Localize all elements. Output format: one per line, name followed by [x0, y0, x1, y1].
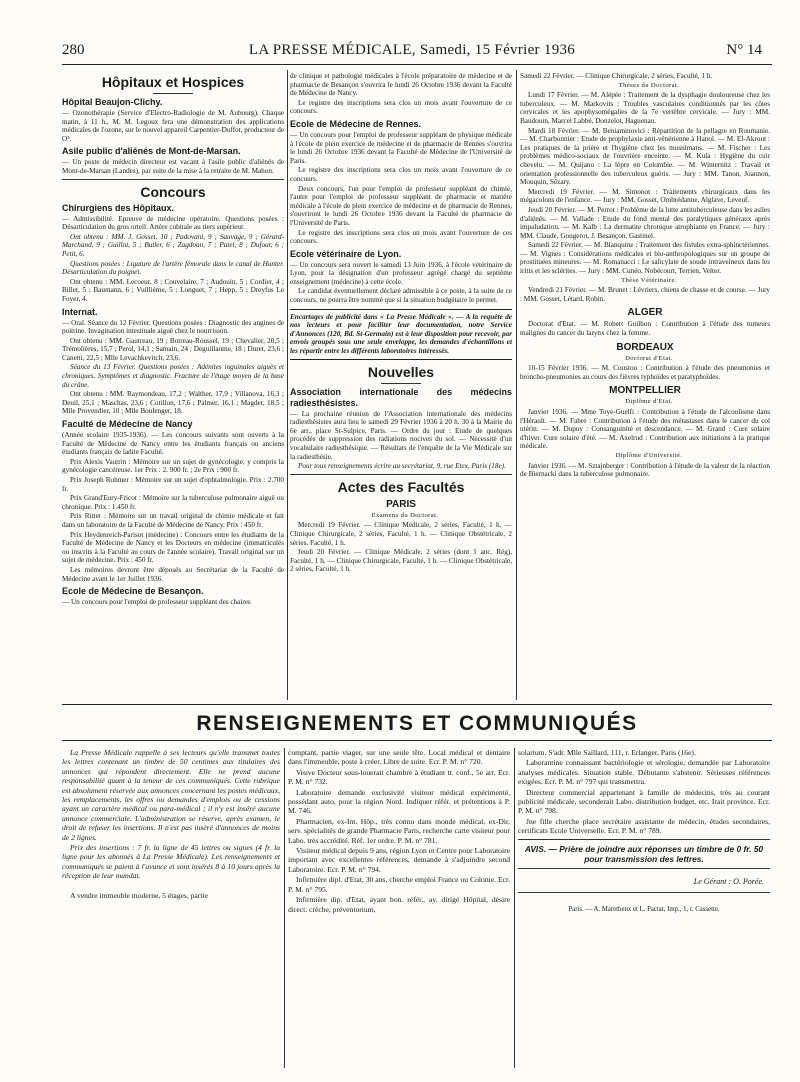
besancon-title: Ecole de Médecine de Besançon. [62, 586, 204, 597]
bottom-column-1 [62, 748, 280, 901]
nancy-prix-3: Prix Grand'Eury-Fricot : Mémoire sur la tuberculose pulmonaire aiguë ou chronique. Prix : 1.450 fr. [62, 494, 284, 511]
issue-number: N° 14 [726, 42, 762, 58]
ad-viager: comptant, partie viager, sur une seule tête. Local médical et dentaire dans l'immeuble, poste à créer. Libre de suite. Ecr. P. M. n° 720. [288, 748, 510, 767]
chirurgiens-title: Chirurgiens des Hôpitaux. [62, 202, 175, 213]
nancy-prix-1: Prix Alexis Vautrin : Mémoire sur un sujet de gynécologie, y compris la gynécologie cancéreuse. 1er Prix : 2. 900 fr. ; 2e Prix : 900 fr. [62, 457, 284, 475]
ad-pharmacien: Pharmacien, ex-Int. Hôp., très connu dans monde médical, ex-Dir. serv. spécialités de grande Pharmacie Paris, recherche carte visiteur pour Labo. très accrédité. Réf. 1er ordre. P. M. n° 781. [288, 816, 510, 845]
nancy-prix-5: Prix Heydenreich-Parisot (médecine) : Concours entre les étudiants de la Faculté de Médecine de Nancy et les Docteurs en médecine (immatriculés ou inscrits à la Faculté au cours de l'année scolaire). Travail original sur un sujet de médecine. Prix : 450 fr. [62, 530, 284, 565]
ad-jeune-fille: Jne fille cherche place secrétaire assistante de médecin, études secondaires, certificats Ecole Universelle. Ecr. P. M. n° 789. [518, 816, 770, 836]
mont-text: — Un poste de médecin directeur est vacant à l'asile public d'aliénés de Mont-de-Marsan (Landes), par suite de la mise à la retraite de M. Mahon. [62, 158, 284, 175]
these-veterinaire-subheading: Thèse Vétérinaire. [621, 276, 677, 284]
association-text: — La prochaine réunion de l'Association internationale des médecins radiesthésistes aura lieu le samedi 29 Février 1936 à 20 h. 30 à la Mairie du 6e arr., place St-Sulpice, Paris. — Ordre du jour : Etude de quelques procédés de suppression des radiations nocives du sol. — Nécessité d'un vocabulaire radiesthésique. — Résultats de l'enquête de la Vie Médicale sur la radiesthésie. [290, 409, 512, 461]
internat-obtenu-2: Ont obtenu : MM. Raymondeau, 17,2 ; Walther, 17,9 ; Villanova, 16,3 ; Deuil, 25,1 ; Maschas, 23,6 ; Cotillon, 17,6 ; Palmer, 16,1 ; Magder, 18,5 ; Mlle Provendier, 10 ; Mlle Boulenger, 18. [62, 390, 284, 416]
alger-heading: ALGER [627, 307, 663, 319]
bordeaux-heading: BORDEAUX [616, 341, 674, 353]
divider [62, 179, 284, 180]
nancy-text: (Année scolaire 1935-1936). — Les concours suivants sont ouverts à la Faculté de Médecine de Nancy entre les étudiants français ou anciens étudiants français de ladite Faculté. [62, 431, 284, 457]
examens-mercredi: Mercredi 19 Février. — Clinique Médicale, 2 séries, Faculté, 1 h. — Clinique Chirurgicale, 2 séries, Faculté, 1 h. — Clinique Obstétricale, 2 séries, Faculté, 1 h. [290, 521, 512, 547]
actes-heading: Actes des Facultés [337, 478, 465, 495]
concours-heading: Concours [140, 183, 206, 200]
banner-rule-bottom [62, 740, 772, 741]
nouvelles-heading: Nouvelles [367, 363, 435, 380]
chirurgiens-obtenu-1: Ont obtenu : MM. J. Gosset, 10 ; Padovani, 9 ; Sauvage, 9 ; Gérard-Marchand, 9 ; Guillot, 5 ; Butler, 6 ; Zagdoun, 7 ; Patel, 8 ; Dufour, 6 ; Petit, 6. [62, 232, 284, 258]
chirurgiens-text: — Admissibilité. Epreuve de médecine opératoire. Questions posées : Désarticulation du gros orteil. Artère cubitale au tiers supérieur. [62, 214, 284, 232]
column-3 [520, 72, 770, 480]
nancy-title: Faculté de Médecine de Nancy [62, 419, 193, 430]
bordeaux-text: 10-15 Février 1936. — M. Coustou : Contribution à l'étude des pneumonies et broncho-pneumonies au cours des fièvres typhoïdes et paratyphoïdes. [520, 364, 770, 381]
rennes-text: — Un concours pour l'emploi de professeur suppléant de physique médicale à l'école de plein exercice de médecine et de pharmacie de Rennes s'ouvrira le lundi 26 Octobre 1936 devant la Faculté de Médecine de l'Université de Paris. [290, 130, 512, 165]
bordeaux-subheading: Doctorat d'Etat. [625, 354, 673, 362]
bottom-column-2 [288, 748, 510, 915]
montpellier-text-2: Janvier 1936. — M. Sztajnberger : Contribution à l'étude de la valeur de la réaction de Biernacki dans la tuberculose pulmonaire. [520, 461, 770, 479]
ad-infirmiere-1: Infirmière dipl. d'Etat, 30 ans, cherche emploi France ou Colonie. Ecr. P. M. n° 795. [288, 875, 510, 894]
theses-mercredi: Mercredi 19 Février. — M. Simonot : Traitements chirurgicaux dans les mégacolons de l'enfance. — Jury : MM. Gosset, Ombrédanne, Alglave, Leveuf. [520, 187, 770, 205]
these-veterinaire-vendredi: Vendredi 21 Février. — M. Brunet : Lévriers, chiens de chasse et de course. — Jury : MM. Gosset, Létard, Robin. [520, 286, 770, 303]
ad-directeur-commercial: Directeur commercial appartenant à famille de médecins, très au courant publicité médicale, seconderait Labo. distribution budget, etc. Irait province. Ecr. P. M. n° 798. [518, 787, 770, 816]
masthead-title: LA PRESSE MÉDICALE, Samedi, 15 Février 1936 [248, 42, 576, 58]
paris-heading: PARIS [386, 498, 416, 510]
nancy-prix-6: Les mémoires devront être déposés au Secrétariat de la Faculté de Médecine avant le 1er Juillet 1936. [62, 565, 284, 583]
column-divider [514, 748, 515, 1068]
internat-text: — Oral. Séance du 12 Février. Questions posées : Diagnostic des angines de poitrine. Invagination intestinale aiguë chez le nourrisson. [62, 318, 284, 336]
examens-samedi: Samedi 22 Février. — Clinique Chirurgicale, 2 séries, Faculté, 1 h. [520, 72, 713, 80]
page-number: 280 [62, 42, 85, 58]
nancy-prix-2: Prix Joseph Rohmer : Mémoire sur un sujet d'ophtalmologie. Prix : 2.700 fr. [62, 476, 284, 493]
imprimeur-line: Paris. — A. Maretheux et L. Pactat, Imp., 1, r. Cassette. [568, 906, 720, 914]
beaujon-text: — Ozonothérapie (Service d'Electro-Radiologie de M. Aubourg). Chaque matin, à 11 h., M. M. Legoux fera une démonstration des applications médicales de l'ozone, sur le nouvel appareil Carpentier-Duffot, producteur de O³. [62, 109, 284, 143]
ad-a-vendre: A vendre immeuble moderne, 5 étages, partie [70, 890, 208, 900]
internat-seance-2: Séance du 13 Février. Questions posées : Adénites inguinales aiguës et chroniques. Symptômes et diagnostic. Fracture de l'étage moyen de la base du crâne. [62, 363, 284, 389]
divider [518, 892, 770, 893]
lyon-text: — Un concours sera ouvert le samedi 13 Juin 1936, à l'école vétérinaire de Lyon, pour la désignation d'un professeur agrégé chargé du septième enseignement (médecine) à cette école. [290, 260, 512, 286]
column-divider [284, 748, 285, 1068]
column-2 [290, 72, 512, 575]
examens-subheading: Examens du Doctorat. [371, 511, 439, 519]
prix-insertions: Prix des insertions : 7 fr. la ligne de 45 lettres ou signes (4 fr. la ligne pour les abonnés à La Presse Médicale). Les renseignements et communiqués se paient à l'avance et sont insérés 8 à 10 jours après la réception de leur mandat. [62, 843, 280, 881]
ad-infirmiere-2: Infirmière dip. d'Etat, ayant bon. référ., ay. dirigé Hôpital, désire direct. crèche, préventorium, [288, 895, 510, 914]
nancy-prix-4: Prix Ritter : Mémoire sur un travail original de chimie médicale et fait dans un laboratoire de la Faculté de Médecine de Nancy. Prix : 450 fr. [62, 512, 284, 529]
column-divider [516, 70, 517, 700]
rennes-registre: Le registre des inscriptions sera clos un mois avant l'ouverture de ce concours. [290, 166, 512, 183]
ad-veuve-docteur: Veuve Docteur sous-louerait chambre à étudiant tt. conf., 5e arr. Ecr. P. M. n° 732. [288, 767, 510, 787]
montpellier-subheading-2: Diplôme d'Université. [615, 451, 683, 459]
bottom-column-3 [518, 748, 770, 914]
theses-jeudi: Jeudi 20 Février. — M. Perrot : Problème de la lutte antituberculeuse dans les asiles d'aliénés. — M. Vallade : Etude du fond mental des paralytiques généraux après impaludation. — M. Kalb : La dermatite chronique atrophiante en France. — Jury : MM. Claude, Gougerot, J. Besançon, Gastinel. [520, 205, 770, 240]
ad-solarium: solarium. S'adr. Mlle Saillard, 111, r. Erlanger, Paris (16e). [518, 748, 696, 757]
lyon-para-2: Le candidat éventuellement déclaré admissible à ce poste, à la suite de ce concours, ne pourra être nommé que si la situation budgétaire le permet. [290, 287, 512, 305]
mont-title: Asile public d'aliénés de Mont-de-Marsan. [62, 146, 241, 157]
avis-notice: AVIS. — Prière de joindre aux réponses un timbre de 0 fr. 50 pour transmission des lettres. [524, 843, 764, 864]
rubrique-intro: La Presse Médicale rappelle à ses lecteurs qu'elle transmet toutes les lettres contenant un timbre de 50 centimes aux titulaires des annonces qui répondent directement. Elle ne prend aucune responsabilité quant à la teneur de ces communiqués. Cette rubrique est absolument réservée aux annonces concernant les postes médicaux, les remplacements, les offres ou demandes d'emplois ou de cessions ayant un caractère médical ou para-médical ; il n'y est inséré aucune annonce commerciale. L'administration se réserve, après examen, le droit de refuser les insertions. Il n'est pas inséré d'annonces de moins de 2 lignes. [62, 748, 280, 842]
divider [153, 93, 193, 94]
internat-title: Internat. [62, 306, 98, 317]
column-divider [287, 70, 288, 700]
internat-obtenu-1: Ont obtenu : MM. Gautreau, 19 ; Botreau-Roussel, 19 ; Chevalier, 20,5 ; Trémolières, 15,7 ; Perol, 14,1 ; Samain, 24 ; Deguillaume, 18 ; Duret, 23,6 ; Canetti, 22,5 ; Mlle Levachkevitch, 23,6. [62, 336, 284, 362]
theses-subheading: Thèses du Doctorat. [618, 81, 680, 89]
renseignements-banner: RENSEIGNEMENTS ET COMMUNIQUÉS [196, 712, 638, 735]
examens-jeudi: Jeudi 20 Février. — Clinique Médicale, 2 séries (dont 1 anc. Rég), Faculté, 1 h. — Clinique Chirurgicale, Faculté, 1 h. — Clinique Obstétricale, 2 séries, Faculté, 1 h. [290, 548, 512, 574]
gerant-signature: Le Gérant : O. Porée. [693, 876, 764, 886]
theses-samedi: Samedi 22 Février. — M. Blanquine : Traitement des fistules extra-sphinctériennes. — M. Vignes : Considérations médicales et bio-anthropologiques sur un groupe de prostituées mineures. — M. Romanacci : Le salicylate de soude intraveineux dans les iritis et les sclérites. — Jury : MM. Cunéo, Nobécourt, Terrien, Velter. [520, 241, 770, 276]
banner-rule-top [62, 704, 772, 705]
rennes-para-2: Deux concours, l'un pour l'emploi de professeur suppléant de chimie, l'autre pour l'emploi de professeur suppléant de pharmacie et matière médicale à l'école de plein exercice de médecine et de pharmacie de Rennes, s'ouvriront le lundi 26 Octobre 1936 devant la Faculté de pharmacie de l'Université de Paris. [290, 184, 512, 227]
besancon-text: — Un concours pour l'emploi de professeur suppléant des chaires [62, 598, 251, 607]
ad-visiteur-medical: Visiteur médical depuis 9 ans, région Lyon et Centre pour Laboratoire important avec excellentes références, demande à s'adjoindre second Laboratoire. Ecr. P. M. n° 794. [288, 846, 510, 874]
divider [381, 383, 421, 384]
divider [518, 868, 770, 869]
chirurgiens-obtenu-2: Ont obtenu : MM. Lecoeur, 8 ; Couvelaire, 7 ; Audouin, 5 ; Cordier, 4 ; Billet, 5 ; Baumann, 6 ; Vuillième, 5 ; Longuet, 7 ; Hepp, 5 ; Dreyfus Le Foyer, 4. [62, 277, 284, 303]
beaujon-title: Hôpital Beaujon-Clichy. [62, 97, 163, 107]
page-header [62, 40, 762, 62]
column-1 [62, 70, 284, 608]
divider [518, 839, 770, 840]
theses-lundi: Lundi 17 Février. — M. Alépée : Traitement de la dysphagie douloureuse chez les tuberculeux. — M. Markovits : Troubles vasculaires conditionnés par les côtes cervicales et les apophysomégalies de la 7e vertèbre cervicale. — Jury : MM. Baudouin, Marcel Labbé, Donzelot, Haguenau. [520, 91, 770, 125]
alger-text: Doctorat d'Etat. — M. Robert Guilhon : Contribution à l'étude des tumeurs malignes du cancer du larynx chez la femme. [520, 320, 770, 338]
rennes-title: Ecole de Médecine de Rennes. [290, 118, 422, 129]
theses-mardi: Mardi 18 Février. — M. Beniaminovici : Répartition de la pellagre en Roumanie. — M. Charbonnier : Etude de prophylaxie anti-vénérienne à Hanoï. — M. El-Akrout : Les pratiques de la prière et l'hygiène chez les musulmans. — M. Fischer : Les problèmes médico-sociaux de l'ouvrière enceinte. — M. Kula : Hygiène du cuir chevelu. — M. Quijano : La lèpre en Colombie. — M. Winternitz : Travail et orientation professionnelle des tuberculeux guéris. — Jury : MM. Tanon, Joannon, Mouquin, Sézary. [520, 126, 770, 187]
association-para-2: Pour tous renseignements écrire au secrétariat, 9, rue Etex, Paris (18e). [298, 462, 506, 471]
rennes-registre-2: Le registre des inscriptions sera clos un mois avant l'ouverture de ces concours. [290, 228, 512, 246]
chirurgiens-questions-2: Questions posées : Ligature de l'artère fémorale dans le canal de Hunter. Désarticulation du poignet. [62, 259, 284, 277]
divider [290, 474, 512, 475]
ad-laborantine: Laborantine connaissant bactériologie et sérologie, demandée par Laboratoire analyses médicales. Situation stable. Débutante s'abstenir. Sérieuses références exigées. Ecr. P. M. n° 797 qui transmettra. [518, 758, 770, 787]
header-rule [62, 64, 772, 65]
montpellier-heading: MONTPELLIER [609, 385, 681, 397]
montpellier-subheading: Diplôme d'Etat. [625, 398, 673, 406]
encartage-notice: Encartages de publicité dans « La Presse Médicale ». — A la requête de nos lecteurs et pour faciliter leur documentation, notre Service d'Annonces (120, Bd. St-Germain) est à leur disposition pour recevoir, par envois groupés sous une seule enveloppe, les demandes d'échantillons et les répartir entre les différents laboratoires intéressés. [290, 309, 512, 360]
association-title: Association internationale des médecins radiesthésistes. [290, 386, 512, 408]
besancon-continued: de clinique et pathologie médicales à l'école préparatoire de médecine et de pharmacie de Besançon s'ouvrira le lundi 26 Octobre 1936 devant la Faculté de Médecine de Nancy. [290, 72, 512, 98]
besancon-registre: Le registre des inscriptions sera clos un mois avant l'ouverture de ce concours. [290, 98, 512, 116]
montpellier-text: Janvier 1936. — Mme Toye-Guelfi : Contribution à l'étude de l'alcoolisme dans l'Hérault. — M. Fabre : Contribution à l'étude des métastases dans le cancer du col utérin. — M. Dupuy : Consanguinité et descendance. — M. Grand : Cure solaire d'hiver. Cure solaire d'été. — M. Axelrud : Contribution aux initiations à la pratique médicale. [520, 408, 770, 451]
lyon-title: Ecole vétérinaire de Lyon. [290, 248, 402, 259]
hopitaux-heading: Hôpitaux et Hospices [101, 74, 245, 90]
ad-laboratoire: Laboratoire demande exclusivité visiteur médical expérimenté, possédant auto, pour la région Nord. Indiquer référ. et prétentions à P. M. 746. [288, 787, 510, 816]
